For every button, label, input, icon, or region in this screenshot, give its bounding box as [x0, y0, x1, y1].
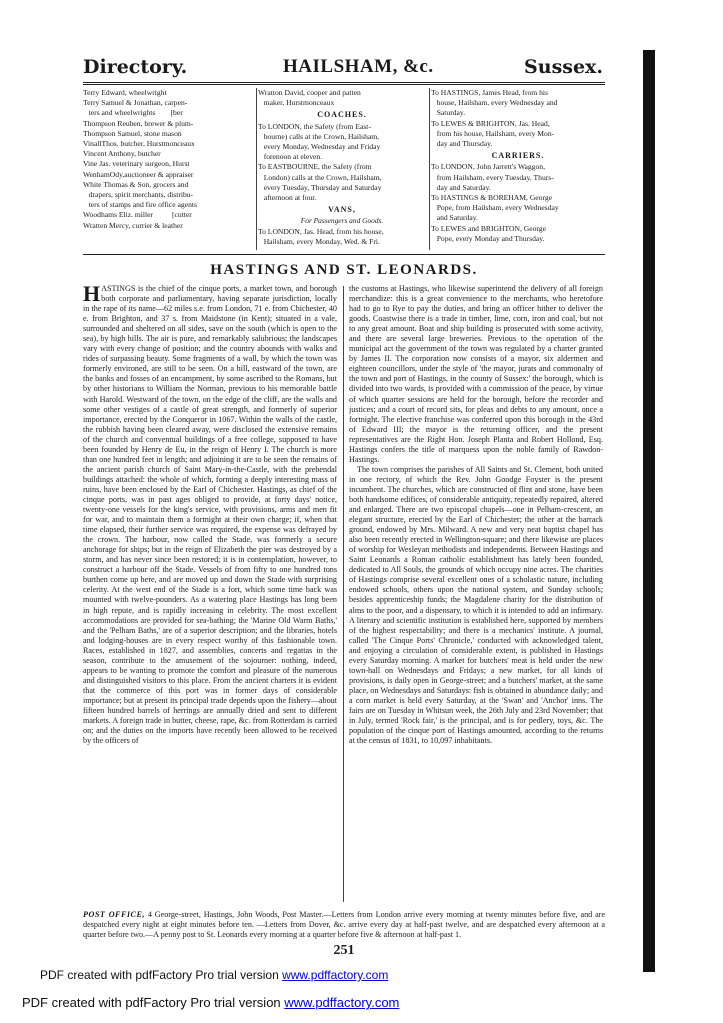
directory-entry: house, Hailsham, every Wednesday and: [431, 98, 558, 108]
directory-entry: day and Thursday.: [431, 139, 493, 149]
section-title: HASTINGS AND ST. LEONARDS.: [210, 262, 478, 278]
directory-entry: maker, Hurstmonceaux: [258, 98, 335, 108]
directory-entry: To LEWES and BRIGHTON, George: [431, 223, 546, 233]
directory-entry: every Monday, Wednesday and Friday: [258, 142, 381, 152]
header-rule-2: [83, 84, 605, 85]
header-left: Directory.: [83, 56, 188, 78]
directory-entry: from Hailsham, every Tuesday, Thurs-: [431, 172, 554, 182]
directory-entry: White Thomas & Son, grocers and: [83, 179, 189, 189]
header-rule: [83, 82, 605, 83]
directory-entry: Pope, from Hailsham, every Wednesday: [431, 203, 559, 213]
directory-entry: every Tuesday, Thursday and Saturday: [258, 182, 382, 192]
directory-entry: Woodhams Eliz. miller [cutter: [83, 210, 192, 220]
directory-entry: Wratten Mercy, currier & leather: [83, 220, 183, 230]
directory-entry: Pope, every Monday and Thursday.: [431, 233, 545, 243]
footer-text: PDF created with pdfFactory Pro trial version: [40, 968, 283, 982]
directory-entry: To HASTINGS & BOREHAM, George: [431, 193, 553, 203]
page-header: [83, 56, 603, 80]
article-paragraph: ASTINGS is the chief of the cinque ports, a market town, and borough both corporate and parliamentary, having separate jurisdiction, locally in the rape of its name—62 miles s.e. from London, 71 e. from Chichester, 40 e. from Brighton, and 37 s. from Maidstone (in Kent); situated in a vale, surrounded and sheltered on all sides, save on the south (which is open to the sea), by high hills. The air is pure, and remarkably salubrious; the landscapes vary with every change of position; and the country abounds with walks and rides of surpassing beauty. Some fragments of a wall, by which the town was formerly environed, are still to be seen. On a hill, eastward of the town, are the banks and fosses of an encampment, by some ascribed to the Romans, but by other historians to William the Norman, previous to his memorable battle with Harold. Westward of the town, on the edge of the cliff, are the walls and some other vestiges of a castle of great strength, and formerly of superior importance, erected by the Conqueror in 1067. Within the walls of the castle, the rubbish having been cleared away, were disclosed the extensive remains of the church and conventual buildings of a free college, supposed to have been founded by Henry de Eu, in the reign of Henry I. The church is more than one hundred feet in length; and adjoining it are to be seen the remains of the ancient parish church of Saint Mary-in-the-Castle, with the prebendal buildings attached: the whole of which, forming a deeply interesting mass of ruins, have been enclosed by the Earl of Chichester. Hastings, as chief of the cinque ports, was in past ages obliged to provide, at forty days' notice, twenty-one vessels for the king's service, with provisions, arms and men fit for war, and to maintain them a fortnight at their own charge; if, when that time elapsed, their further service was required, the expense was defrayed by the crown. The harbour, now called the Stade, was formerly a secure anchorage for ships; but in the reign of Elizabeth the pier was destroyed by a storm, and has never since been restored; it is in contemplation, however, to construct a harbour off the Stade. Vessels of from fifty to one hundred tons burthen come up here, and are moved up and down the Stade with surprising celerity. At the west end of the Stade is a fort, which some time back was mounted with twelve-pounders. As a watering place Hastings has long been in high repute, and is rapidly increasing in celebrity. The most excellent accommodations are provided for sea-bathing; the 'Marine Old Warm Baths,' and the 'Pelham Baths,' are of a superior description; and the libraries, hotels and lodging-houses are in every respect worthy of this fashionable town. Races, established in 1827, and assemblies, concerts and regattas in the season, contribute to the amusement of the sojourner: nothing, indeed, appears to be wanting to promote the comfort and pleasure of the numerous and distinguished visitors to this place. From the ancient charters it is evident that the commerce of this port was in former days of considerable importance; but at present its principal trade depends upon the fishery—about fifteen hundred barrels of herrings are annually dried and sent to different markets. A foreign trade in butter, cheese, rape, &c. from Rotterdam is carried on; and the duties on the imports have recently been allowed to be received by the officers of: [83, 284, 337, 746]
pdf-footer-1: [40, 968, 388, 982]
carriers-heading: CARRIERS.: [491, 151, 545, 161]
directory-entry: Terry Samuel & Jonathan, carpen-: [83, 98, 188, 108]
article-body: [83, 284, 605, 914]
directory-entry: To HASTINGS, James Head, from his: [431, 88, 548, 97]
drop-cap: H: [83, 284, 101, 306]
directory-entry: Vincent Anthony, butcher: [83, 149, 161, 159]
directory-entry: To LONDON, Jas. Head, from his house,: [258, 226, 384, 236]
post-office-text: 4 George-street, Hastings, John Woods, Post Master.—Letters from London arrive every morning at twenty minutes before five, and are despatched every night at eight minutes before ten. —Letters from Dover, &c. arrive every day at half-past twelve, and are despatched every afternoon at a quarter before two.—A penny post to St. Leonards every morning at a quarter before five & afternoon at half-past 1.: [83, 910, 605, 940]
directory-entry: afternoon at four.: [258, 193, 317, 203]
directory-entry: drapers, spirit merchants, distribu-: [83, 190, 194, 200]
directory-entry: Thompson Samuel, stone mason: [83, 128, 182, 138]
header-right: Sussex.: [524, 56, 603, 78]
directory-entry: Terry Edward, wheelwright: [83, 88, 167, 97]
header-center: HAILSHAM, &c.: [283, 56, 434, 77]
section-rule: [83, 254, 605, 255]
article-column-2: [349, 284, 603, 908]
page-number: 251: [333, 943, 355, 958]
column-divider: [256, 88, 257, 250]
footer-text: PDF created with pdfFactory Pro trial version: [22, 995, 285, 1010]
directory-entry: Wratton David, cooper and patten: [258, 88, 361, 97]
directory-entry: VinallThos. butcher, Hurstmonceaux: [83, 139, 195, 149]
directory-entry: To LONDON, John Jarrett's Waggon,: [431, 162, 545, 172]
column-divider: [429, 88, 430, 250]
article-column-1: [83, 284, 337, 908]
article-paragraph: the customs at Hastings, who likewise superintend the delivery of all foreign merchandize: this is a great convenience to the merchants, who heretofore had to go to Rye to pay the duties, and bring an officer hither to deliver the goods. Coastwise there is a trade in timber, lime, corn, iron and coal, but not to any great amount. Boat and ship building is prosecuted with some activity, and there are several large breweries. Previous to the operation of the municipal act the government of the town was regulated by a charter granted by James II. The corporation now consists of a mayor, six aldermen and eighteen councillors, under the style of 'the mayor, jurats and commonalty of the town and port of Hastings, in the county of Sussex:' the borough, which is divided into two wards, is provided with a commission of the peace, by virtue of which quarter sessions are held for the borough, before the recorder and justices; and a court of record sits, for pleas and debts to any amount, once a fortnight. The elective franchise was conferred upon this borough in the 43rd of Edward III; the mayor is the returning officer, and the present representatives are the Right Hon. Joseph Planta and Robert Hollond, Esq. Hastings confers the title of marquess upon the noble family of Rawdon-Hastings.: [349, 284, 603, 464]
directory-column-2: [258, 88, 426, 256]
directory-entry: Vine Jas. veterinary surgeon, Hurst: [83, 159, 190, 169]
scan-edge-bar: [643, 50, 655, 972]
directory-entry: London) calls at the Crown, Hailsham,: [258, 172, 382, 182]
directory-column-3: [431, 88, 605, 256]
directory-entry: Saturday.: [431, 108, 466, 118]
footer-link[interactable]: www.pdffactory.com: [284, 995, 400, 1010]
vans-heading: VANS,: [328, 205, 356, 215]
post-office-notice: [83, 910, 605, 940]
column-divider: [343, 286, 344, 902]
directory-entry: To LEWES & BRIGHTON, Jas. Head,: [431, 118, 550, 128]
footer-link[interactable]: www.pdffactory.com: [282, 968, 389, 982]
directory-entry: ters of stamps and fire office agents: [83, 200, 197, 210]
directory-entry: from his house, Hailsham, every Mon-: [431, 128, 555, 138]
directory-entry: ters and wheelwrights [ber: [83, 108, 183, 118]
directory-column-1: [83, 88, 253, 256]
post-office-title: POST OFFICE,: [83, 910, 145, 919]
vans-subheading: For Passengers and Goods.: [300, 216, 384, 226]
directory-entry: Hailsham, every Monday, Wed. & Fri.: [258, 236, 380, 246]
directory-entry: Thompson Reuben, brewer & plum-: [83, 118, 194, 128]
directory-entry: and Saturday.: [431, 213, 478, 223]
coaches-heading: COACHES.: [317, 110, 367, 120]
directory-entry: forenoon at eleven.: [258, 152, 323, 162]
directory-entry: To LONDON, the Safety (from East-: [258, 121, 371, 131]
article-paragraph: The town comprises the parishes of All Saints and St. Clement, both united in one rectory, of which the Rev. John Goodge Foyster is the present incumbent. The churches, which are constructed of flint and stone, have been both handsome edifices, of considerable antiquity, repeatedly repaired, altered and enlarged. There are two episcopal chapels—one in Pelham-crescent, an elegant structure, erected by the Earl of Chichester; the other at the barrack ground, endowed by Mrs. Milward. A new and very neat baptist chapel has also been recently erected in Wellington-square; and there likewise are places of worship for Wesleyan methodists and independents. Between Hastings and Saint Leonards a Roman catholic establishment has lately been founded, dedicated to All Souls, the grounds of which occupy nine acres. The charities of Hastings comprise several excellent ones of a scholastic nature, including endowed schools, others upon the national system, and Sunday schools; besides apprenticeship funds; the Magdalene charity for the distribution of alms to the poor, and a dispensary, to which it is intended to add an infirmary. A literary and scientific institution is established here, supported by members of the highest respectability; and there is a mechanics' institute. A journal, called 'The Cinque Ports' Chronicle,' conducted with acknowledged talent, and enjoying a circulation of considerable extent, is published in Hastings every Saturday morning. A market for butchers' meat is held under the new town-hall on Wednesdays and Fridays; a new market, for all kinds of provisions, is daily open in George-street; and a butchers' market, at the same place, on Wednesdays and Saturdays: fish is obtained in abundance daily; and a corn market is held every Saturday, at the 'Swan' and 'Anchor' inns. The fairs are on Tuesday in Whitsun week, the 26th July and 23rd November; that in July, termed 'Rock fair,' is the principal, and is for pedlery, toys, &c. The population of the cinque port of Hastings amounted, according to the returns at the census of 1831, to 10,097 inhabitants.: [349, 464, 603, 746]
directory-entry: day and Saturday.: [431, 182, 491, 192]
pdf-footer-2: [22, 995, 399, 1010]
directory-entry: WenhamOdy,auctioneer & appraiser: [83, 169, 194, 179]
directory-entry: To EASTBOURNE, the Safety (from: [258, 162, 372, 172]
directory-listing: [83, 88, 605, 256]
directory-entry: bourne) calls at the Crown, Hailsham,: [258, 131, 380, 141]
